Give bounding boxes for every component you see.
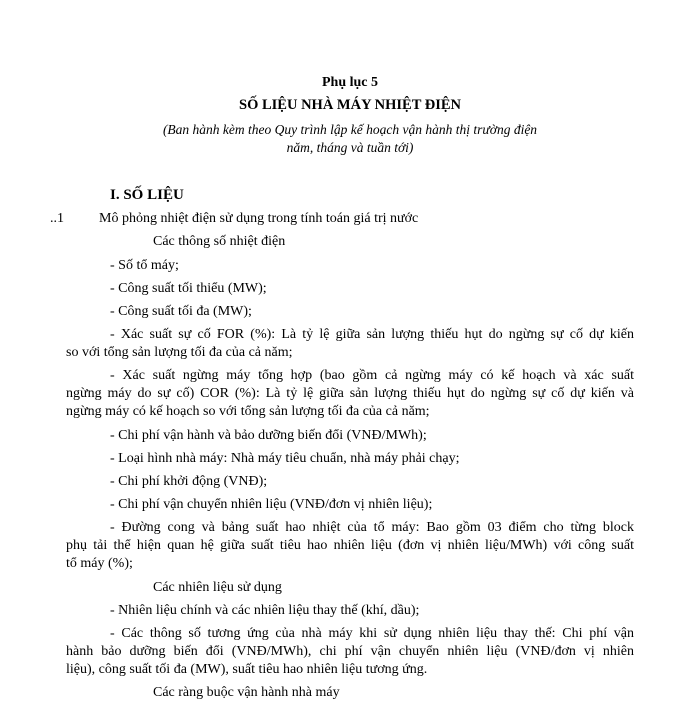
param-item: - Số tổ máy; — [110, 258, 179, 273]
fuels-heading: Các nhiên liệu sử dụng — [153, 580, 282, 595]
cor-line-1: - Xác suất ngừng máy tổng hợp (bao gồm cả ngừng máy có kế hoạch và xác suất — [110, 368, 634, 383]
param-item: - Chi phí vận hành và bảo dưỡng biến đổi (VNĐ/MWh); — [110, 428, 427, 443]
curve-line-2: phụ tải thể hiện quan hệ giữa suất tiêu hao nhiên liệu (đơn vị nhiên liệu/MWh) với công suất — [66, 538, 634, 553]
subsection-number: ..1 — [50, 211, 64, 226]
document-title: SỐ LIỆU NHÀ MÁY NHIỆT ĐIỆN — [239, 97, 461, 113]
param-item: - Công suất tối thiểu (MW); — [110, 281, 267, 296]
param-item: - Loại hình nhà máy: Nhà máy tiêu chuẩn, nhà máy phải chạy; — [110, 451, 460, 466]
fuel-alt-line-1: - Các thông số tương ứng của nhà máy khi sử dụng nhiên liệu thay thế: Chi phí vận — [110, 626, 634, 641]
curve-line-1: - Đường cong và bảng suất hao nhiệt của tổ máy: Bao gồm 03 điểm cho từng block — [110, 520, 634, 535]
for-line-2: so với tổng sản lượng tối đa của cả năm; — [66, 345, 293, 360]
fuel-item: - Nhiên liệu chính và các nhiên liệu thay thế (khí, dầu); — [110, 603, 420, 618]
subtitle-line-2: năm, tháng và tuần tới) — [286, 140, 414, 155]
constraints-heading: Các ràng buộc vận hành nhà máy — [153, 685, 340, 700]
section-heading: I. SỐ LIỆU — [110, 187, 184, 203]
param-item: - Chi phí vận chuyển nhiên liệu (VNĐ/đơn vị nhiên liệu); — [110, 497, 433, 512]
curve-line-3: tổ máy (%); — [66, 556, 133, 571]
cor-line-3: ngừng máy có kế hoạch so với tổng sản lượng tối đa của cả năm; — [66, 404, 430, 419]
appendix-label: Phụ lục 5 — [321, 75, 378, 90]
param-item: - Công suất tối đa (MW); — [110, 304, 252, 319]
cor-line-2: ngừng máy do sự cố) COR (%): Là tỷ lệ giữa sản lượng thiếu hụt do ngừng sự cố dự kiến và — [66, 386, 634, 401]
for-line-1: - Xác suất sự cố FOR (%): Là tỷ lệ giữa sản lượng thiếu hụt do ngừng sự cố dự kiến — [110, 327, 634, 342]
subsection-title: Mô phỏng nhiệt điện sử dụng trong tính toán giá trị nước — [99, 211, 419, 226]
param-item: - Chi phí khởi động (VNĐ); — [110, 474, 268, 489]
subtitle-line-1: (Ban hành kèm theo Quy trình lập kế hoạch vận hành thị trường điện — [162, 122, 538, 137]
fuel-alt-line-2: hành bảo dưỡng biến đổi (VNĐ/MWh), chi phí vận chuyển nhiên liệu (VNĐ/đơn vị nhiên — [66, 644, 634, 659]
fuel-alt-line-3: liệu), công suất tối đa (MW), suất tiêu hao nhiên liệu tương ứng. — [66, 662, 428, 677]
params-heading: Các thông số nhiệt điện — [153, 234, 286, 249]
